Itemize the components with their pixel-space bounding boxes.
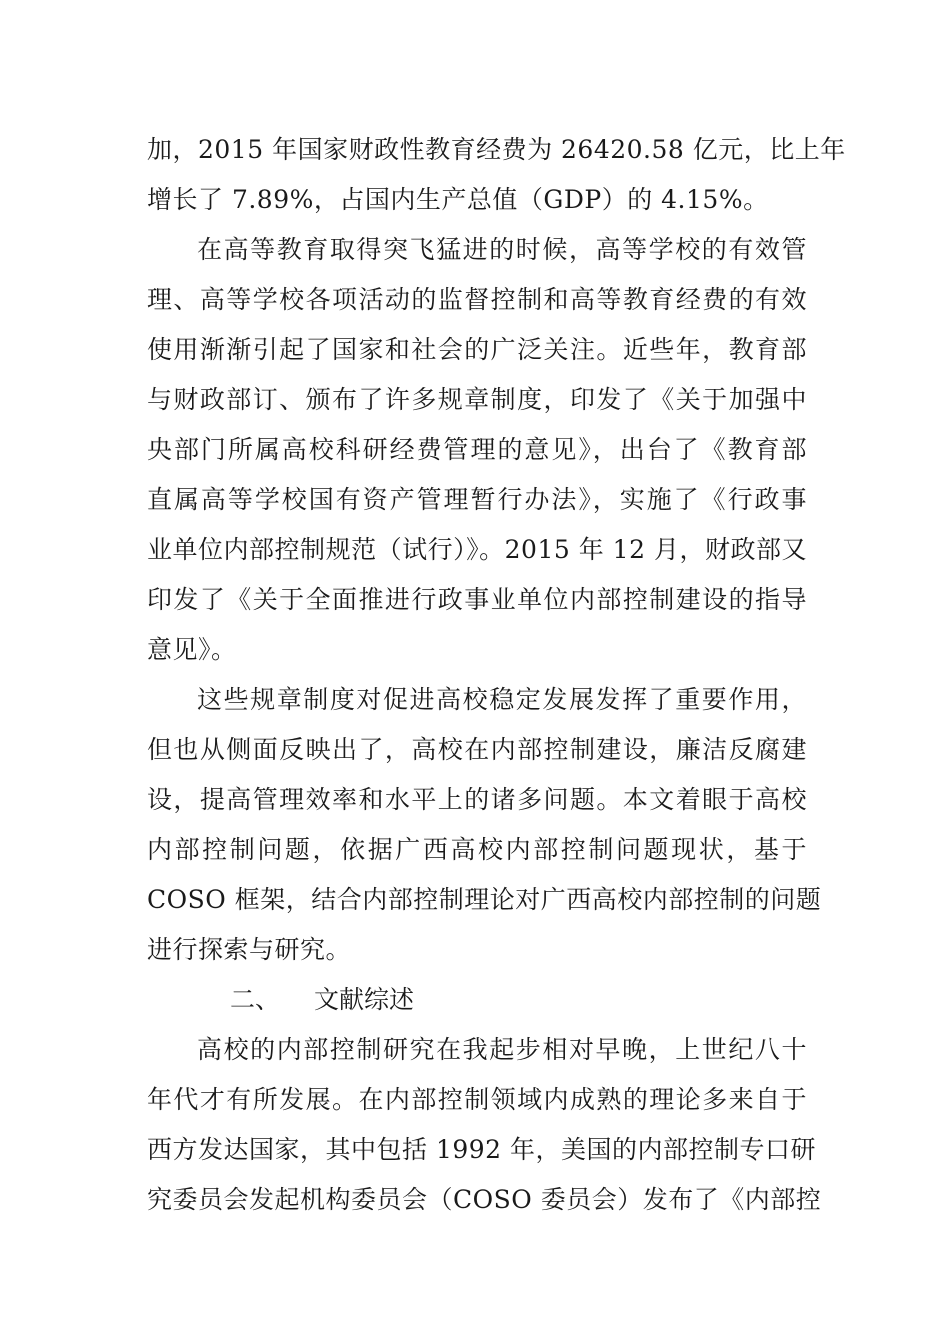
- text-line: 这些规章制度对促进高校稳定发展发挥了重要作用，: [197, 685, 807, 714]
- text-line: 与财政部订、颁布了许多规章制度，印发了《关于加强中: [147, 385, 807, 414]
- text-line: 进行探索与研究。: [147, 935, 352, 964]
- text-line: 业单位内部控制规范（试行）》。2015 年 12 月，财政部又: [147, 535, 807, 564]
- text-line: 但也从侧面反映出了，高校在内部控制建设，廉洁反腐建: [147, 735, 807, 764]
- section-number: 二、: [230, 985, 281, 1014]
- text-line: 内部控制问题，依据广西高校内部控制问题现状，基于: [147, 835, 807, 864]
- text-line: 央部门所属高校科研经费管理的意见》，出台了《教育部: [147, 435, 807, 464]
- text-line: 年代才有所发展。在内部控制领域内成熟的理论多来自于: [147, 1085, 807, 1114]
- text-line: 直属高等学校国有资产管理暂行办法》，实施了《行政事: [147, 485, 807, 514]
- section-title: 文献综述: [314, 985, 415, 1014]
- text-line: 设，提高管理效率和水平上的诸多问题。本文着眼于高校: [147, 785, 807, 814]
- text-line: 究委员会发起机构委员会（COSO 委员会）发布了《内部控: [147, 1185, 822, 1214]
- text-line: 增长了 7.89%，占国内生产总值（GDP）的 4.15%。: [147, 185, 769, 214]
- text-line: 理、高等学校各项活动的监督控制和高等教育经费的有效: [147, 285, 807, 314]
- text-line: 印发了《关于全面推进行政事业单位内部控制建设的指导: [147, 585, 807, 614]
- text-line: 高校的内部控制研究在我起步相对早晚，上世纪八十: [197, 1035, 807, 1064]
- text-line: 使用渐渐引起了国家和社会的广泛关注。近些年，教育部: [147, 335, 807, 364]
- text-line: 在高等教育取得突飞猛进的时候，高等学校的有效管: [197, 235, 807, 264]
- section-heading: [230, 985, 414, 1015]
- text-line: 西方发达国家，其中包括 1992 年，美国的内部控制专口研: [147, 1135, 817, 1164]
- text-line: COSO 框架，结合内部控制理论对广西高校内部控制的问题: [147, 885, 822, 914]
- text-line: 加，2015 年国家财政性教育经费为 26420.58 亿元，比上年: [147, 135, 846, 164]
- text-line: 意见》。: [147, 635, 237, 664]
